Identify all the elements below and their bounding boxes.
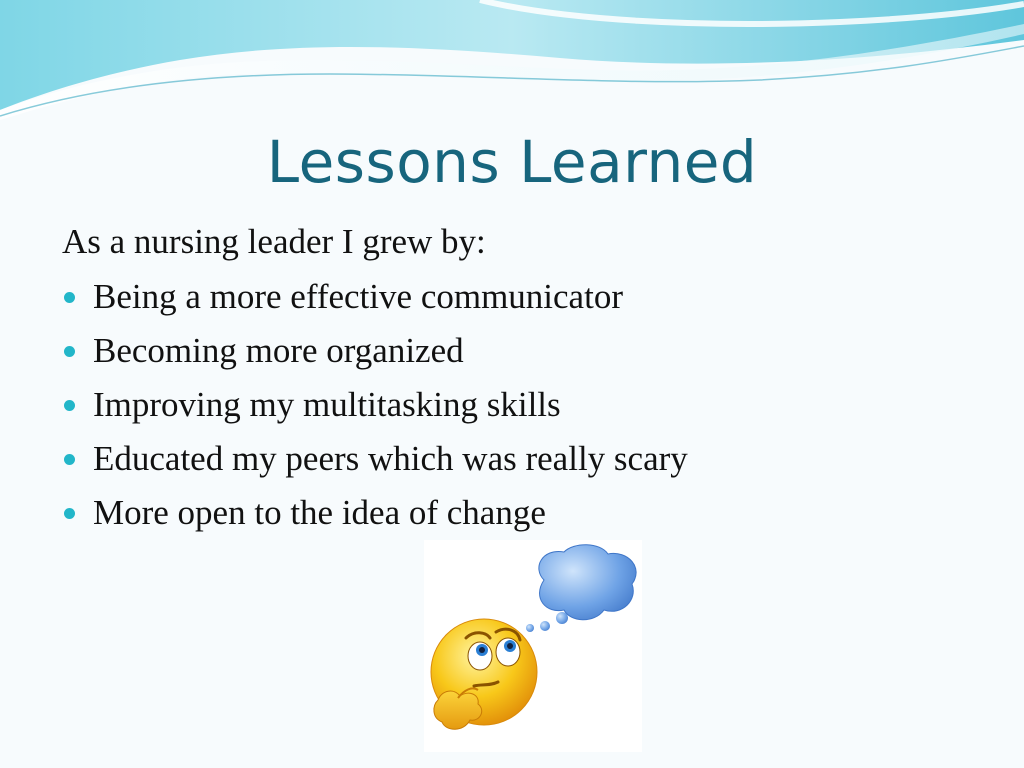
- bullet-text: Educated my peers which was really scary: [93, 439, 688, 478]
- thinking-emoji-icon: [424, 540, 642, 752]
- bullet-dot-icon: [64, 508, 75, 519]
- bullet-item: [62, 384, 688, 438]
- bullet-dot-icon: [64, 400, 75, 411]
- bullet-dot-icon: [64, 454, 75, 465]
- bullet-text: Improving my multitasking skills: [93, 385, 561, 424]
- intro-text: As a nursing leader I grew by:: [62, 222, 486, 261]
- bullet-text: Becoming more organized: [93, 331, 464, 370]
- bullet-text: More open to the idea of change: [93, 493, 546, 532]
- bullet-item: [62, 492, 688, 546]
- bullet-list: [62, 276, 688, 546]
- wave-banner: [0, 0, 1024, 130]
- bullet-item: [62, 276, 688, 330]
- bullet-dot-icon: [64, 346, 75, 357]
- bullet-item: [62, 330, 688, 384]
- bullet-item: [62, 438, 688, 492]
- slide-title: Lessons Learned: [266, 128, 758, 196]
- bullet-dot-icon: [64, 292, 75, 303]
- bullet-text: Being a more effective communicator: [93, 277, 623, 316]
